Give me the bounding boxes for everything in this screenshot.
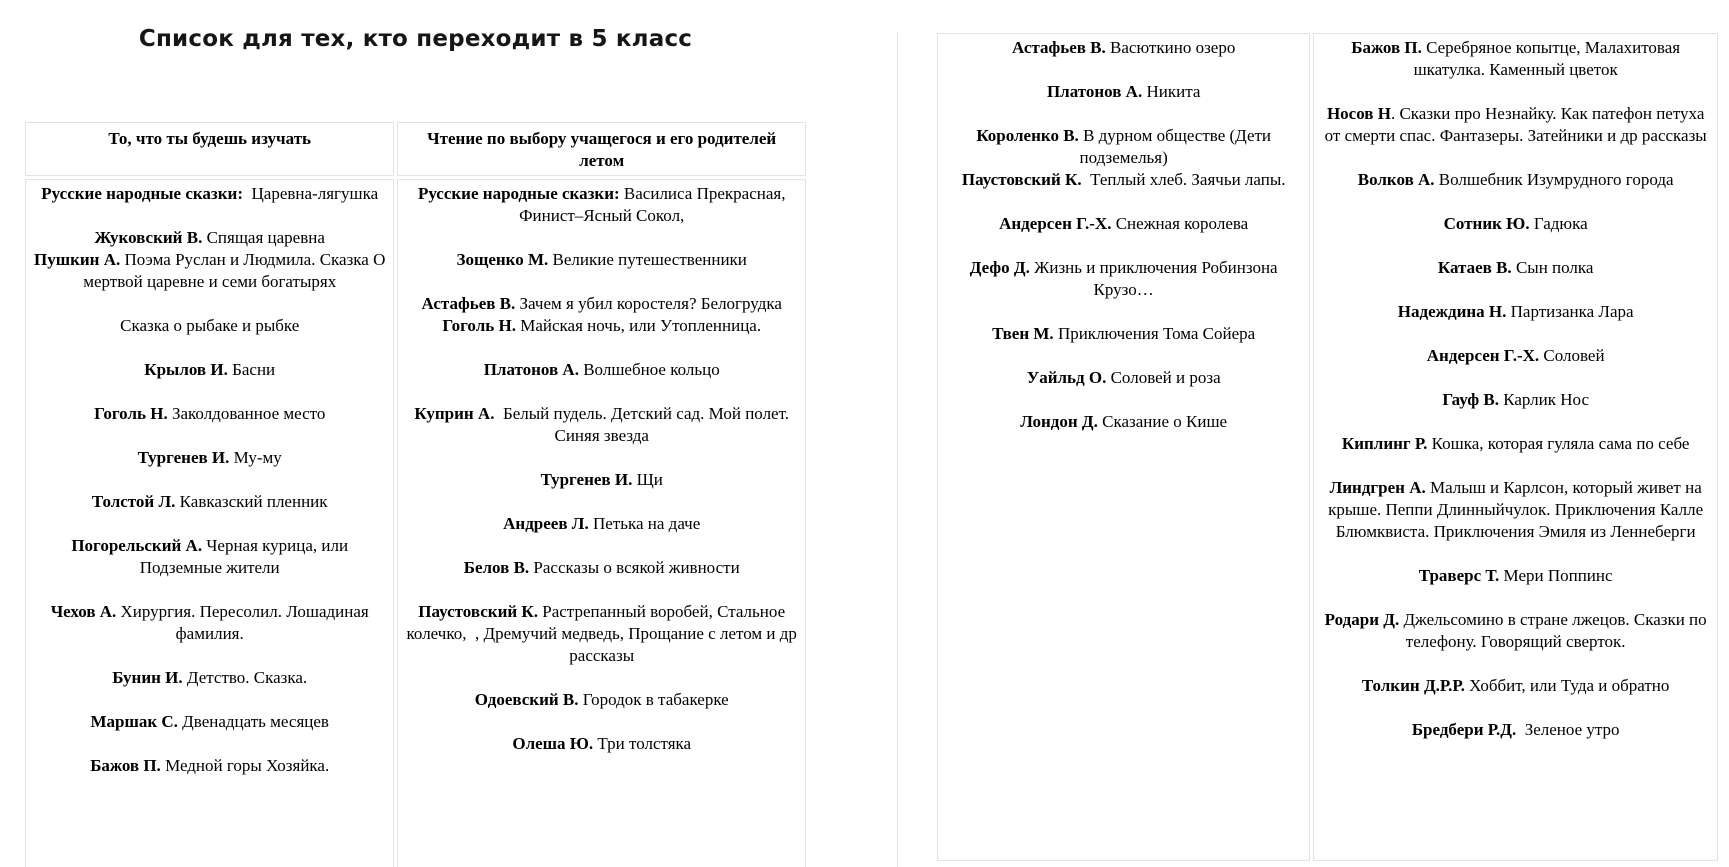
header-cell-study: То, что ты будешь изучать (25, 122, 394, 176)
entry-line: Сотник Ю. Гадюка (1443, 214, 1588, 233)
entry-line: Платонов А. Никита (1046, 82, 1201, 101)
entry-line: Астафьев В. Зачем я убил коростеля? Белогрудка (421, 294, 782, 313)
entry-line: Гоголь Н. Майская ночь, или Утопленница. (442, 316, 762, 335)
reading-entry (1322, 433, 1709, 455)
entry-line: Дефо Д. Жизнь и приключения Робинзона Крузо… (969, 258, 1278, 299)
author-name: Бредбери Р.Д. (1411, 720, 1517, 739)
reading-entry (946, 367, 1301, 389)
reading-entry (406, 249, 797, 271)
reading-entry (1322, 37, 1709, 81)
summer-reading-list-cell (397, 179, 806, 867)
reading-entry (406, 513, 797, 535)
reading-entry (946, 125, 1301, 191)
entry-line: Бредбери Р.Д. Зеленое утро (1411, 720, 1620, 739)
reading-entry (1322, 675, 1709, 697)
reading-entry (1322, 345, 1709, 367)
author-name: Куприн А. (414, 404, 495, 423)
reading-entry (1322, 389, 1709, 411)
author-name: Киплинг Р. (1341, 434, 1428, 453)
reading-entry (34, 667, 385, 689)
entry-line: Киплинг Р. Кошка, которая гуляла сама по себе (1341, 434, 1690, 453)
reading-entry (34, 447, 385, 469)
reading-entry (1322, 213, 1709, 235)
study-and-summer-reading-table (22, 119, 809, 867)
entry-line: Зощенко М. Великие путешественники (456, 250, 747, 269)
entry-line: Пушкин А. Поэма Руслан и Людмила. Сказка О мертвой царевне и семи богатырях (34, 250, 386, 291)
reading-entry (34, 755, 385, 777)
entry-line: Носов Н. Сказки про Незнайку. Как патефон петуха от смерти спас. Фантазеры. Затейники и др рассказы (1324, 104, 1707, 145)
reading-entry (406, 601, 797, 667)
reading-entry (1322, 301, 1709, 323)
reading-entry (406, 733, 797, 755)
entry-line: Андерсен Г.-Х. Снежная королева (999, 214, 1249, 233)
author-name: Бунин И. (112, 668, 183, 687)
entry-line: Паустовский К. Теплый хлеб. Заячьи лапы. (961, 170, 1286, 189)
reading-entry (34, 315, 385, 337)
author-name: Чехов А. (50, 602, 117, 621)
author-name: Русские народные сказки: (417, 184, 620, 203)
reading-entry (1322, 477, 1709, 543)
author-name: Астафьев В. (1012, 38, 1106, 57)
author-name: Бажов П. (90, 756, 161, 775)
author-name: Олеша Ю. (512, 734, 594, 753)
author-name: Зощенко М. (456, 250, 549, 269)
reading-entry (946, 81, 1301, 103)
entry-line: Паустовский К. Растрепанный воробей, Стальное колечко, , Дремучий медведь, Прощание с летом и др рассказы (406, 602, 797, 665)
author-name: Крылов И. (144, 360, 228, 379)
entry-line: Тургенев И. Му-му (137, 448, 282, 467)
reading-entry (1322, 169, 1709, 191)
entry-line: Бунин И. Детство. Сказка. (112, 668, 308, 687)
reading-list-cell-left (937, 33, 1310, 861)
entry-line: Маршак С. Двенадцать месяцев (90, 712, 329, 731)
author-name: Гоголь Н. (442, 316, 516, 335)
reading-entry (34, 535, 385, 579)
entry-line: Сказка о рыбаке и рыбке (120, 316, 300, 335)
author-name: Андреев Л. (503, 514, 589, 533)
author-name: Русские народные сказки: (41, 184, 244, 203)
author-name: Гоголь Н. (94, 404, 168, 423)
entry-line: Одоевский В. Городок в табакерке (474, 690, 729, 709)
table-body-row (937, 33, 1718, 861)
reading-entry (34, 491, 385, 513)
author-name: Андерсен Г.-Х. (999, 214, 1112, 233)
reading-entry (406, 469, 797, 491)
author-name: Лондон Д. (1020, 412, 1098, 431)
entry-line: Лондон Д. Сказание о Кише (1020, 412, 1228, 431)
author-name: Траверс Т. (1418, 566, 1500, 585)
author-name: Толстой Л. (91, 492, 176, 511)
author-name: Гауф В. (1442, 390, 1499, 409)
author-name: Платонов А. (483, 360, 579, 379)
entry-line: Бажов П. Медной горы Хозяйка. (90, 756, 330, 775)
entry-line: Русские народные сказки: Царевна-лягушка (41, 184, 379, 203)
entry-line: Крылов И. Басни (144, 360, 276, 379)
entry-line: Надеждина Н. Партизанка Лара (1397, 302, 1634, 321)
reading-entry (946, 213, 1301, 235)
reading-list-cell-right (1313, 33, 1718, 861)
entry-line: Волков А. Волшебник Изумрудного города (1357, 170, 1674, 189)
author-name: Жуковский В. (94, 228, 203, 247)
entry-line: Андерсен Г.-Х. Соловей (1426, 346, 1605, 365)
entry-line: Толкин Д.Р.Р. Хоббит, или Туда и обратно (1361, 676, 1670, 695)
author-name: Уайльд О. (1026, 368, 1107, 387)
reading-entry (406, 293, 797, 337)
reading-entry (1322, 609, 1709, 653)
page-divider-line (897, 32, 898, 867)
reading-entry (34, 403, 385, 425)
author-name: Тургенев И. (540, 470, 633, 489)
entry-line: Астафьев В. Васюткино озеро (1012, 38, 1236, 57)
author-name: Астафьев В. (421, 294, 516, 313)
entry-line: Уайльд О. Соловей и роза (1026, 368, 1221, 387)
reading-entry (34, 359, 385, 381)
table-body-row (25, 179, 806, 867)
author-name: Родари Д. (1324, 610, 1400, 629)
author-name: Толкин Д.Р.Р. (1361, 676, 1465, 695)
reading-entry (406, 557, 797, 579)
entry-line: Гауф В. Карлик Нос (1442, 390, 1589, 409)
reading-entry (406, 359, 797, 381)
entry-line: Короленко В. В дурном обществе (Дети подземелья) (976, 126, 1272, 167)
author-name: Волков А. (1357, 170, 1435, 189)
author-name: Надеждина Н. (1397, 302, 1507, 321)
reading-entry (946, 37, 1301, 59)
author-name: Паустовский К. (961, 170, 1082, 189)
author-name: Одоевский В. (474, 690, 579, 709)
entry-line: Андреев Л. Петька на даче (503, 514, 701, 533)
reading-entry (406, 403, 797, 447)
reading-entry (946, 323, 1301, 345)
author-name: Пушкин А. (34, 250, 121, 269)
entry-line: Толстой Л. Кавказский пленник (91, 492, 328, 511)
entry-line: Гоголь Н. Заколдованное место (94, 404, 326, 423)
entry-line: Траверс Т. Мери Поппинс (1418, 566, 1613, 585)
author-name: Катаев В. (1437, 258, 1512, 277)
entry-line: Погорельский А. Черная курица, или Подземные жители (71, 536, 349, 577)
reading-entry (1322, 103, 1709, 147)
entry-line: Бажов П. Серебряное копытце, Малахитовая шкатулка. Каменный цветок (1351, 38, 1681, 79)
author-name: Андерсен Г.-Х. (1426, 346, 1540, 365)
reading-entry (34, 183, 385, 205)
author-name: Сотник Ю. (1443, 214, 1530, 233)
reading-entry (946, 411, 1301, 433)
entry-line: Твен М. Приключения Тома Сойера (992, 324, 1256, 343)
author-name: Твен М. (992, 324, 1054, 343)
reading-entry (406, 183, 797, 227)
author-name: Дефо Д. (969, 258, 1030, 277)
entry-line: Куприн А. Белый пудель. Детский сад. Мой полет. Синяя звезда (414, 404, 789, 445)
reading-entry (34, 711, 385, 733)
author-name: Короленко В. (976, 126, 1079, 145)
author-name: Платонов А. (1046, 82, 1143, 101)
author-name: Линдгрен А. (1329, 478, 1426, 497)
author-name: Носов Н (1326, 104, 1391, 123)
entry-line: Жуковский В. Спящая царевна (94, 228, 325, 247)
entry-line: Катаев В. Сын полка (1437, 258, 1594, 277)
author-name: Тургенев И. (137, 448, 230, 467)
author-name: Паустовский К. (418, 602, 539, 621)
reading-entry (34, 227, 385, 293)
entry-line: Русские народные сказки: Василиса Прекрасная, Финист–Ясный Сокол, (417, 184, 786, 225)
reading-entry (406, 689, 797, 711)
header-cell-summer-reading: Чтение по выбору учащегося и его родителей летом (397, 122, 806, 176)
summer-reading-continued-table (934, 30, 1721, 864)
author-name: Бажов П. (1351, 38, 1422, 57)
reading-entry (946, 257, 1301, 301)
table-header-row (25, 122, 806, 176)
page-title: Список для тех, кто переходит в 5 класс (138, 26, 693, 52)
entry-line: Олеша Ю. Три толстяка (512, 734, 692, 753)
entry-line: Платонов А. Волшебное кольцо (483, 360, 720, 379)
entry-line: Линдгрен А. Малыш и Карлсон, который живет на крыше. Пеппи Длинныйчулок. Приключения Калле Блюмквиста. Приключения Эмиля из Леннеберги (1328, 478, 1704, 541)
author-name: Маршак С. (90, 712, 178, 731)
reading-entry (1322, 719, 1709, 741)
study-list-cell (25, 179, 394, 867)
author-name: Белов В. (463, 558, 530, 577)
reading-entry (1322, 257, 1709, 279)
entry-line: Чехов А. Хирургия. Пересолил. Лошадиная фамилия. (50, 602, 369, 643)
reading-entry (34, 601, 385, 645)
reading-entry (1322, 565, 1709, 587)
author-name: Погорельский А. (71, 536, 203, 555)
entry-line: Тургенев И. Щи (540, 470, 663, 489)
entry-line: Белов В. Рассказы о всякой живности (463, 558, 740, 577)
entry-line: Родари Д. Джельсомино в стране лжецов. Сказки по телефону. Говорящий сверток. (1324, 610, 1707, 651)
